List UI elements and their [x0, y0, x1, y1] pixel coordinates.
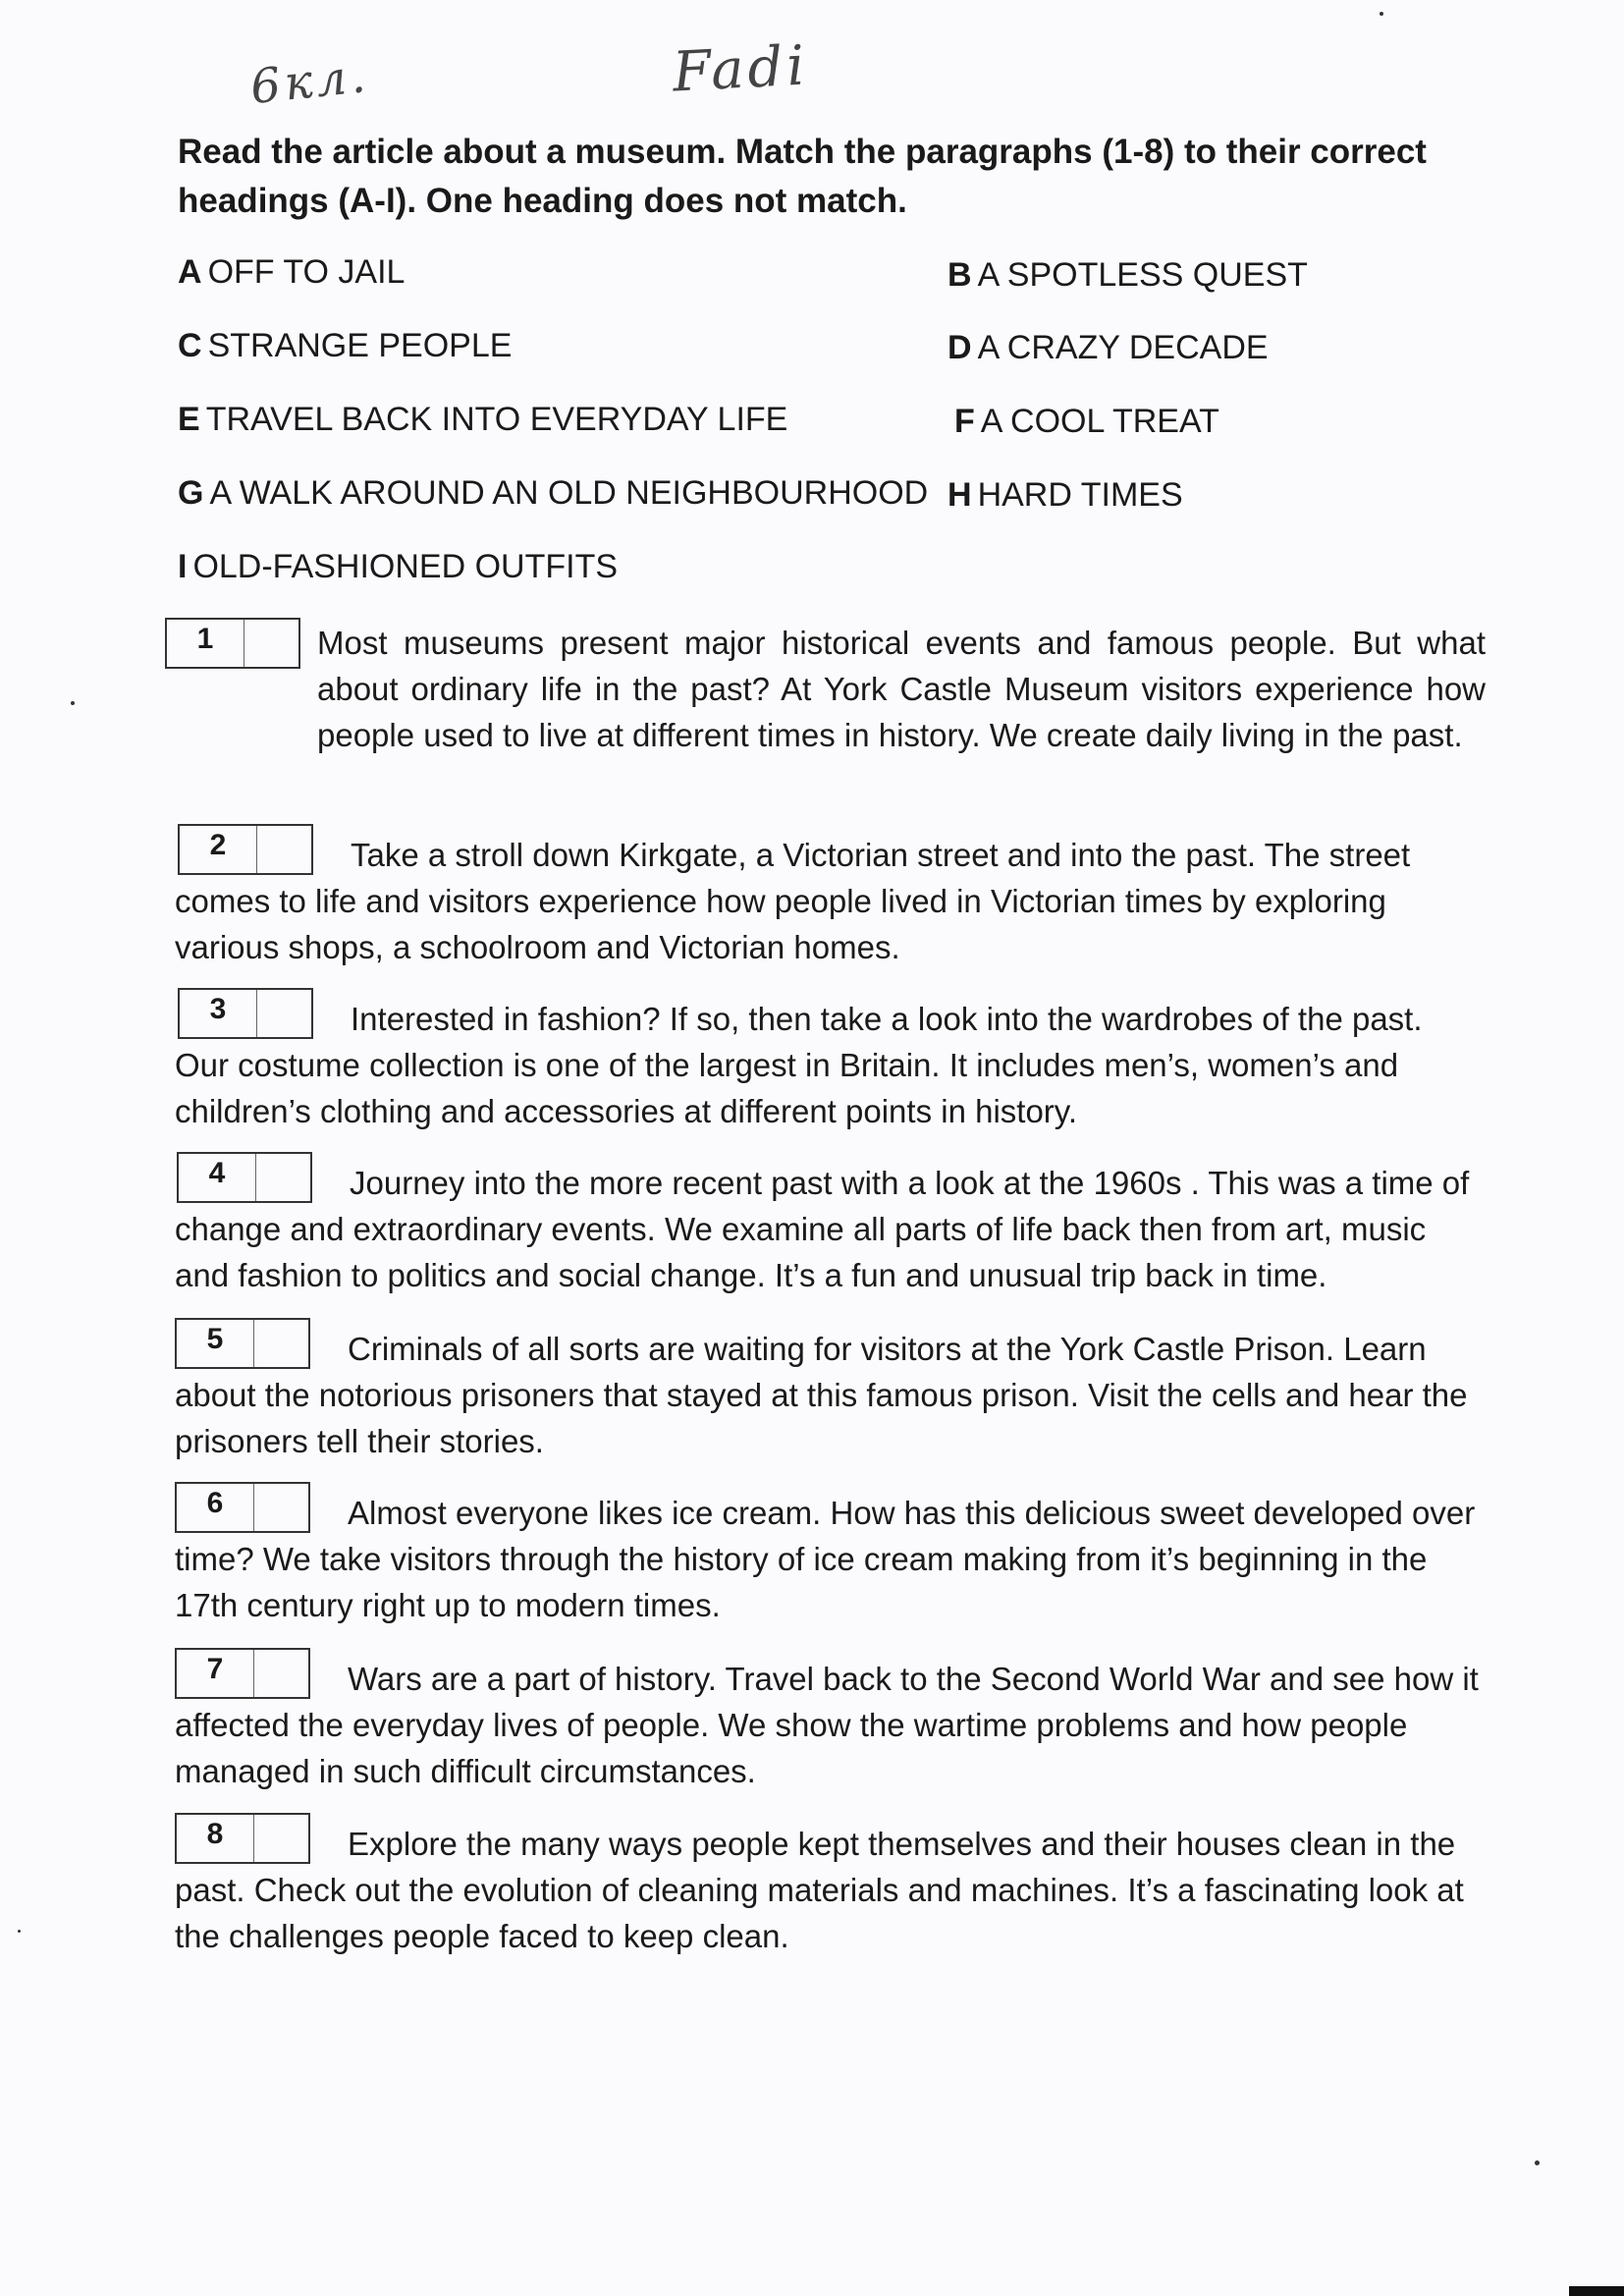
box-divider — [253, 1484, 254, 1531]
box-divider — [253, 1320, 254, 1367]
paragraph-6 — [175, 1487, 1481, 1628]
paragraph-text: Criminals of all sorts are waiting for visitors at the York Castle Prison. Learn about the notorious prisoners that stayed at this famous prison. Visit the cells and hear the prisoners tell their stories. — [175, 1331, 1468, 1459]
heading-f — [954, 403, 1219, 441]
answer-slot[interactable] — [257, 1817, 308, 1860]
task-instructions: Read the article about a museum. Match the paragraphs (1-8) to their correct headings (A-I). One heading does not match. — [178, 133, 1427, 220]
paragraph-4 — [175, 1157, 1481, 1298]
heading-d — [947, 329, 1269, 367]
heading-h — [947, 476, 1183, 515]
box-divider — [256, 990, 257, 1037]
answer-slot[interactable] — [257, 1322, 308, 1365]
paragraph-number: 8 — [206, 1818, 224, 1850]
heading-text: OFF TO JAIL — [207, 253, 406, 291]
heading-letter: C — [178, 327, 202, 364]
scan-speck — [1380, 12, 1383, 16]
answer-slot[interactable] — [260, 828, 311, 871]
heading-text: OLD-FASHIONED OUTFITS — [192, 548, 619, 585]
paragraph-number: 7 — [206, 1653, 224, 1685]
paragraph-text: Most museums present major historical events and famous people. But what about ordinary life in the past? At York Castle Museum visitors experience how people used to live at different times in history. We create daily living in the past. — [317, 625, 1486, 753]
heading-text: A COOL TREAT — [980, 403, 1219, 440]
scan-corner-mark — [1569, 2286, 1624, 2296]
heading-i — [178, 548, 618, 586]
heading-e — [178, 401, 787, 439]
answer-slot[interactable] — [247, 622, 298, 665]
heading-text: A CRAZY DECADE — [977, 329, 1269, 366]
heading-letter: G — [178, 474, 204, 512]
heading-text: STRANGE PEOPLE — [207, 327, 513, 364]
paragraph-text: Take a stroll down Kirkgate, a Victorian street and into the past. The street comes to life and visitors experience how people lived in Victorian times by exploring various shops, a schoolroom and Victorian homes. — [175, 837, 1411, 965]
paragraph-number: 4 — [208, 1157, 226, 1189]
heading-letter: A — [178, 253, 202, 291]
scan-speck — [71, 701, 75, 705]
paragraph-number: 5 — [206, 1323, 224, 1355]
paragraph-7 — [175, 1653, 1481, 1794]
answer-box-6 — [175, 1482, 310, 1533]
heading-letter: F — [954, 403, 975, 440]
scan-speck — [1535, 2160, 1540, 2165]
paragraph-text: Explore the many ways people kept themselves and their houses clean in the past. Check out the evolution of cleaning materials and machines. It’s a fascinating look at the challenges people faced to keep clean. — [175, 1826, 1464, 1954]
answer-slot[interactable] — [257, 1652, 308, 1695]
answer-box-2 — [178, 824, 313, 875]
paragraph-text: Wars are a part of history. Travel back to the Second World War and see how it affected the everyday lives of people. We show the wartime problems and how people managed in such difficult circumstances. — [175, 1661, 1479, 1789]
heading-c — [178, 327, 512, 365]
answer-box-8 — [175, 1813, 310, 1864]
paragraph-number: 3 — [209, 993, 227, 1025]
handwritten-student-name: Fadi — [671, 33, 810, 105]
heading-letter: B — [947, 256, 972, 294]
heading-a — [178, 253, 405, 292]
answer-slot[interactable] — [260, 992, 311, 1035]
heading-text: A WALK AROUND AN OLD NEIGHBOURHOOD — [209, 474, 929, 512]
heading-letter: H — [947, 476, 972, 514]
answer-box-1 — [165, 618, 300, 669]
paragraph-text: Journey into the more recent past with a look at the 1960s . This was a time of change and extraordinary events. We examine all parts of life back then from art, music and fashion to politics and social change. It’s a fun and unusual trip back in time. — [175, 1165, 1470, 1293]
answer-slot[interactable] — [259, 1156, 310, 1199]
box-divider — [253, 1815, 254, 1862]
heading-b — [947, 256, 1308, 295]
box-divider — [256, 826, 257, 873]
box-divider — [253, 1650, 254, 1697]
heading-letter: I — [178, 548, 188, 585]
handwritten-class-label: 6кл. — [247, 47, 372, 116]
paragraph-text: Almost everyone likes ice cream. How has this delicious sweet developed over time? We take visitors through the history of ice cream making from it’s beginning in the 17th century right up to modern times. — [175, 1495, 1476, 1623]
box-divider — [255, 1154, 256, 1201]
scan-speck — [18, 1930, 21, 1933]
heading-text: HARD TIMES — [977, 476, 1183, 514]
heading-letter: D — [947, 329, 972, 366]
heading-letter: E — [178, 401, 200, 438]
answer-box-4 — [177, 1152, 312, 1203]
paragraph-3 — [175, 993, 1481, 1134]
paragraph-number: 2 — [209, 829, 227, 861]
heading-text: A SPOTLESS QUEST — [977, 256, 1308, 294]
paragraph-number: 1 — [196, 623, 214, 655]
heading-g — [178, 474, 928, 513]
paragraph-text: Interested in fashion? If so, then take a look into the wardrobes of the past. Our costume collection is one of the largest in Britain. It includes men’s, women’s and children’s clothing and accessories at different points in history. — [175, 1001, 1423, 1129]
paragraph-1 — [317, 620, 1486, 758]
answer-slot[interactable] — [257, 1486, 308, 1529]
answer-box-3 — [178, 988, 313, 1039]
paragraph-number: 6 — [206, 1487, 224, 1519]
heading-text: TRAVEL BACK INTO EVERYDAY LIFE — [205, 401, 788, 438]
answer-box-5 — [175, 1318, 310, 1369]
paragraph-8 — [175, 1818, 1481, 1959]
paragraph-2 — [175, 829, 1481, 970]
paragraph-5 — [175, 1323, 1481, 1464]
answer-box-7 — [175, 1648, 310, 1699]
